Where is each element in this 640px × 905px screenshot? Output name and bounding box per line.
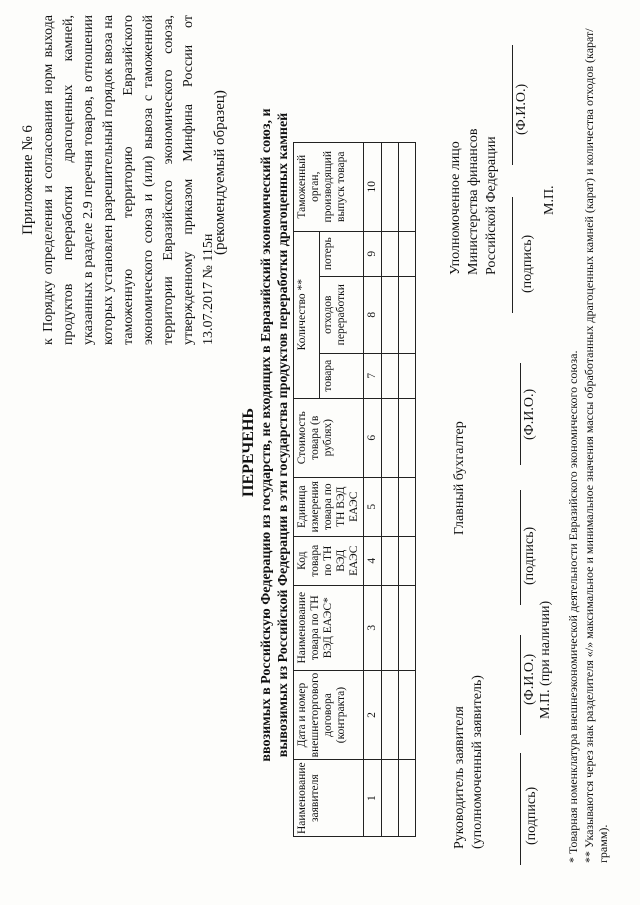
header-goods-code: Код товара по ТН ВЭД ЕАЭС <box>294 536 364 585</box>
col-number-1: 1 <box>364 760 382 837</box>
applicant-name-line <box>520 635 521 735</box>
chief-signature-line <box>520 490 521 605</box>
empty-cell <box>382 276 399 353</box>
table-header-row <box>294 142 320 836</box>
official-signature-line <box>512 197 513 313</box>
annex-number-label: № <box>201 265 216 279</box>
chief-name-label: (Ф.И.О.) <box>522 388 537 440</box>
empty-cell <box>382 760 399 837</box>
empty-cell <box>382 670 399 760</box>
goods-table <box>293 142 416 837</box>
annex-block <box>20 0 219 345</box>
official-signature-label: (подпись) <box>520 234 535 293</box>
empty-cell <box>382 142 399 231</box>
col-number-5: 5 <box>364 477 382 536</box>
official-line-2: Министерства финансов <box>466 128 481 275</box>
annex-title: Приложение № 6 <box>20 125 36 235</box>
chief-name-line <box>520 363 521 465</box>
empty-cell <box>399 585 416 670</box>
sample-note: (рекомендуемый образец) <box>212 90 228 255</box>
empty-cell <box>382 353 399 398</box>
empty-cell <box>382 398 399 477</box>
empty-cell <box>399 536 416 585</box>
col-number-8: 8 <box>364 276 382 353</box>
table-number-row <box>364 142 382 836</box>
empty-cell <box>382 536 399 585</box>
applicant-signatory: Руководитель заявителя <box>452 706 467 849</box>
table-empty-row <box>399 142 416 836</box>
official-name-label: (Ф.И.О.) <box>514 83 529 135</box>
header-qty-loss: потерь <box>319 231 363 276</box>
header-contract: Дата и номер внешнеторгового договора (контракта) <box>294 670 364 760</box>
empty-cell <box>399 477 416 536</box>
empty-cell <box>399 276 416 353</box>
annex-text: к Порядку определения и согласования норм выхода продуктов переработки драгоценных камней, указанных в разделе 2.9 перечня товаров, в отношении которых установлен разрешительный порядок ввоза на таможенную территорию Евразийского экономического союза и (или) вывоза с таможенной территории Евразийского экономического союза, утвержденному приказом Минфина России от <box>41 15 196 345</box>
applicant-name-label: (Ф.И.О.) <box>522 653 537 705</box>
official-stamp: М.П. <box>542 185 557 215</box>
official-name-line <box>512 45 513 165</box>
col-number-3: 3 <box>364 585 382 670</box>
empty-cell <box>399 760 416 837</box>
header-unit: Единица измерения товара по ТН ВЭД ЕАЭС <box>294 477 364 536</box>
col-number-9: 9 <box>364 231 382 276</box>
official-line-1: Уполномоченное лицо <box>448 141 463 275</box>
empty-cell <box>399 398 416 477</box>
col-number-10: 10 <box>364 142 382 231</box>
empty-cell <box>382 231 399 276</box>
col-number-2: 2 <box>364 670 382 760</box>
footnote-2: ** Указываются через знак разделителя «/» максимальное и минимальное значения массы обработанных драгоценных камней (карат) и количества отходов (карат/грамм). <box>582 28 610 863</box>
empty-cell <box>399 142 416 231</box>
empty-cell <box>399 353 416 398</box>
applicant-signature-label: (подпись) <box>524 786 539 845</box>
official-line-3: Российской Федерации <box>484 136 499 275</box>
col-number-6: 6 <box>364 398 382 477</box>
document-subtitle: ввозимых в Российскую Федерацию из государств, не входящих в Евразийский экономический союз, и вывозимых из Российской Федерации в эти государства продуктов переработки драгоценных камней <box>259 108 291 762</box>
empty-cell <box>382 585 399 670</box>
annex-number: 115н <box>201 233 216 262</box>
header-cost: Стоимость товара (в рублях) <box>294 398 364 477</box>
header-customs: Таможенный орган, производящий выпуск товара <box>294 142 364 231</box>
document-title: ПЕРЕЧЕНЬ <box>240 408 257 497</box>
empty-cell <box>382 477 399 536</box>
chief-accountant: Главный бухгалтер <box>452 421 467 535</box>
applicant-signatory-note: (уполномоченный заявитель) <box>470 675 485 849</box>
header-qty-waste: отходов переработки <box>319 276 363 353</box>
empty-cell <box>399 231 416 276</box>
empty-cell <box>399 670 416 760</box>
applicant-signature-line <box>520 753 521 865</box>
table-empty-row <box>382 142 399 836</box>
col-number-4: 4 <box>364 536 382 585</box>
col-number-7: 7 <box>364 353 382 398</box>
header-quantity: Количество ** <box>294 231 320 398</box>
header-goods-name: Наименование товара по ТН ВЭД ЕАЭС* <box>294 585 364 670</box>
footnote-1: * Товарная номенклатура внешнеэкономической деятельности Евразийского экономического союза. <box>566 350 580 863</box>
chief-signature-label: (подпись) <box>522 526 537 585</box>
header-qty-goods: товара <box>319 353 363 398</box>
applicant-stamp: М.П. (при наличии) <box>538 600 553 719</box>
annex-date: 13.07.2017 <box>201 282 216 345</box>
header-applicant: Наименование заявителя <box>294 760 364 837</box>
